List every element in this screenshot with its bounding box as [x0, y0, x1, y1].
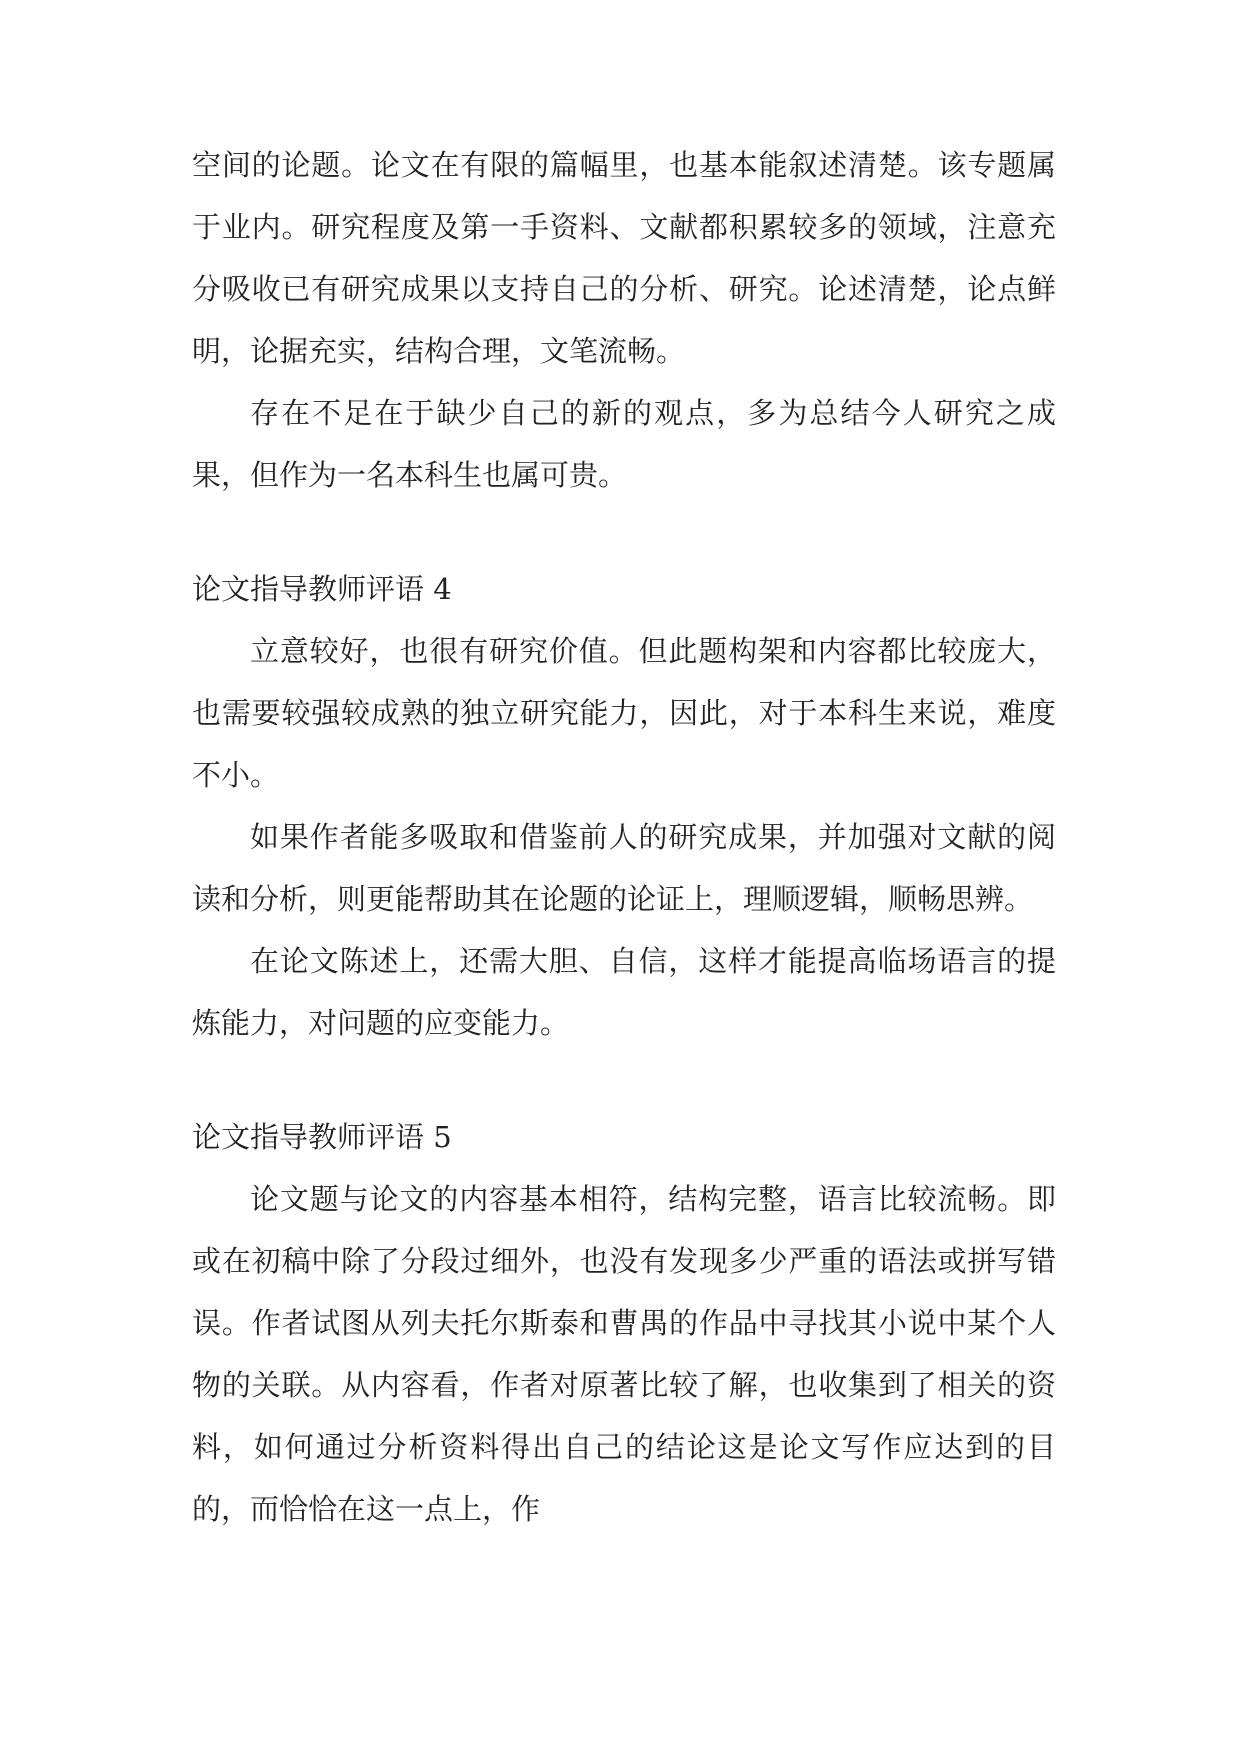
section-gap — [192, 1054, 1056, 1106]
document-body — [192, 134, 1056, 1540]
paragraph-1: 空间的论题。论文在有限的篇幅里，也基本能叙述清楚。该专题属于业内。研究程度及第一手资料、文献都积累较多的领域，注意充分吸收已有研究成果以支持自己的分析、研究。论述清楚，论点鲜明，论据充实，结构合理，文笔流畅。 — [192, 148, 1056, 368]
section-gap — [192, 506, 1056, 558]
paragraph-5: 在论文陈述上，还需大胆、自信，这样才能提高临场语言的提炼能力，对问题的应变能力。 — [192, 944, 1056, 1040]
section-heading-4: 论文指导教师评语 4 — [192, 572, 452, 606]
paragraph-6: 论文题与论文的内容基本相符，结构完整，语言比较流畅。即或在初稿中除了分段过细外，也没有发现多少严重的语法或拼写错误。作者试图从列夫托尔斯泰和曹禺的作品中寻找其小说中某个人物的关联。从内容看，作者对原著比较了解，也收集到了相关的资料，如何通过分析资料得出自己的结论这是论文写作应达到的目的，而恰恰在这一点上，作 — [192, 1182, 1056, 1526]
paragraph-2: 存在不足在于缺少自己的新的观点，多为总结今人研究之成果，但作为一名本科生也属可贵。 — [192, 396, 1056, 492]
paragraph-3: 立意较好，也很有研究价值。但此题构架和内容都比较庞大，也需要较强较成熟的独立研究能力，因此，对于本科生来说，难度不小。 — [192, 634, 1056, 792]
section-heading-5: 论文指导教师评语 5 — [192, 1120, 452, 1154]
paragraph-4: 如果作者能多吸取和借鉴前人的研究成果，并加强对文献的阅读和分析，则更能帮助其在论题的论证上，理顺逻辑，顺畅思辨。 — [192, 820, 1056, 916]
